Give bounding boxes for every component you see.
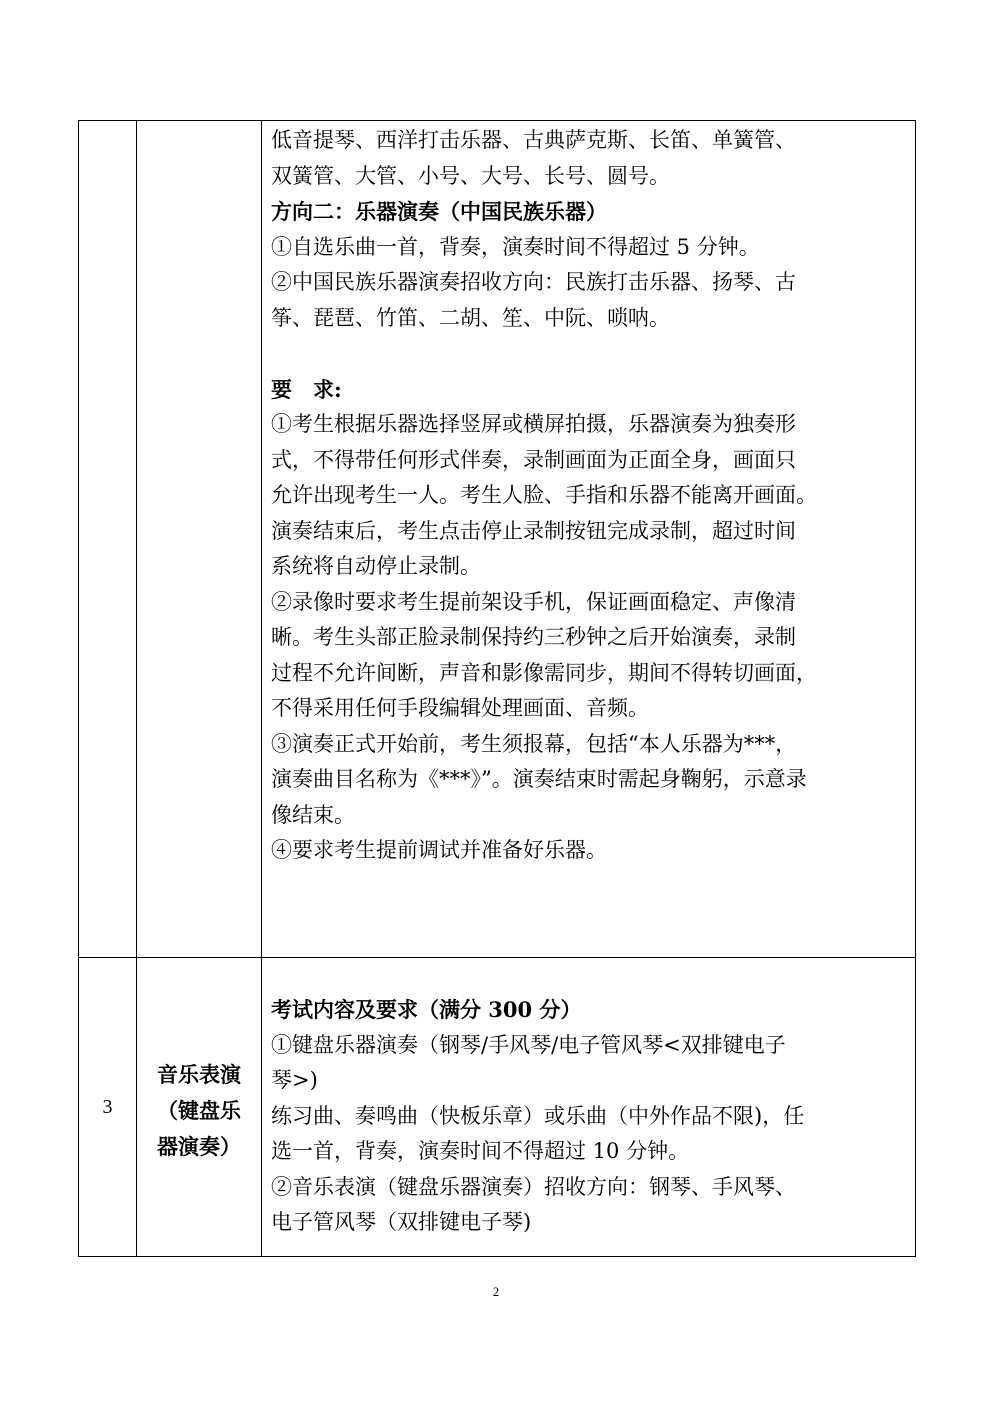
requirements-heading: 要 求: [271,376,342,402]
content-line: 不得采用任何手段编辑处理画面、音频。 [271,696,649,720]
content-line: ①键盘乐器演奏（钢琴/手风琴/电子管风琴<双排键电子 [271,1032,786,1057]
content-line: ②中国民族乐器演奏招收方向：民族打击乐器、扬琴、古 [271,270,796,294]
table-row-keyboard [79,958,916,1257]
exam-content-heading: 考试内容及要求（满分 300 分） [271,997,582,1022]
content-line: 式，不得带任何形式伴奏，录制画面为正面全身，画面只 [271,447,796,472]
content-line: ①考生根据乐器选择竖屏或横屏拍摄，乐器演奏为独奏形 [271,412,796,436]
content-cell [262,121,916,958]
content-line: 像结束。 [271,802,355,827]
content-line: 双簧管、大管、小号、大号、长号、圆号。 [271,163,670,188]
content-line: ④要求考生提前调试并准备好乐器。 [271,838,607,862]
page-number: 2 [492,1284,500,1299]
content-cell [262,958,916,1257]
content-line: ②录像时要求考生提前架设手机，保证画面稳定、声像清 [271,589,796,614]
content-line: ③演奏正式开始前，考生须报幕，包括“本人乐器为***， [271,731,797,756]
table-row-continued [79,121,916,958]
content-line: 练习曲、奏鸣曲（快板乐章）或乐曲（中外作品不限)，任 [271,1103,805,1128]
content-line: 琴>) [271,1068,318,1092]
content-line: ①自选乐曲一首，背奏，演奏时间不得超过 5 分钟。 [271,234,760,259]
subject-cell [137,958,262,1257]
spacer [271,336,907,372]
exam-requirements-table [78,120,916,1257]
direction-two-heading: 方向二：乐器演奏（中国民族乐器） [271,199,607,224]
content-line: ②音乐表演（键盘乐器演奏）招收方向：钢琴、手风琴、 [271,1174,796,1199]
subject-line: 音乐表演 [157,1062,241,1087]
content-line: 演奏曲目名称为《***》”。演奏结束时需起身鞠躬，示意录 [271,767,807,791]
content-line: 过程不允许间断，声音和影像需同步，期间不得转切画面， [271,660,817,685]
subject-line: （键盘乐 [157,1098,241,1123]
content-line: 系统将自动停止录制。 [271,554,481,578]
row-number: 3 [79,958,137,1257]
content-line: 筝、琵琶、竹笛、二胡、笙、中阮、唢呐。 [271,305,670,330]
content-line: 电子管风琴（双排键电子琴) [271,1210,532,1234]
content-line: 晰。考生头部正脸录制保持约三秒钟之后开始演奏，录制 [271,625,796,649]
content-line: 允许出现考生一人。考生人脸、手指和乐器不能离开画面。 [271,483,817,507]
number-cell-empty [79,121,137,958]
content-line: 低音提琴、西洋打击乐器、古典萨克斯、长笛、单簧管、 [271,128,796,152]
content-line: 演奏结束后，考生点击停止录制按钮完成录制，超过时间 [271,518,796,543]
subject-cell-empty [137,121,262,958]
subject-line: 器演奏） [157,1134,241,1159]
content-line: 选一首，背奏，演奏时间不得超过 10 分钟。 [271,1139,690,1163]
